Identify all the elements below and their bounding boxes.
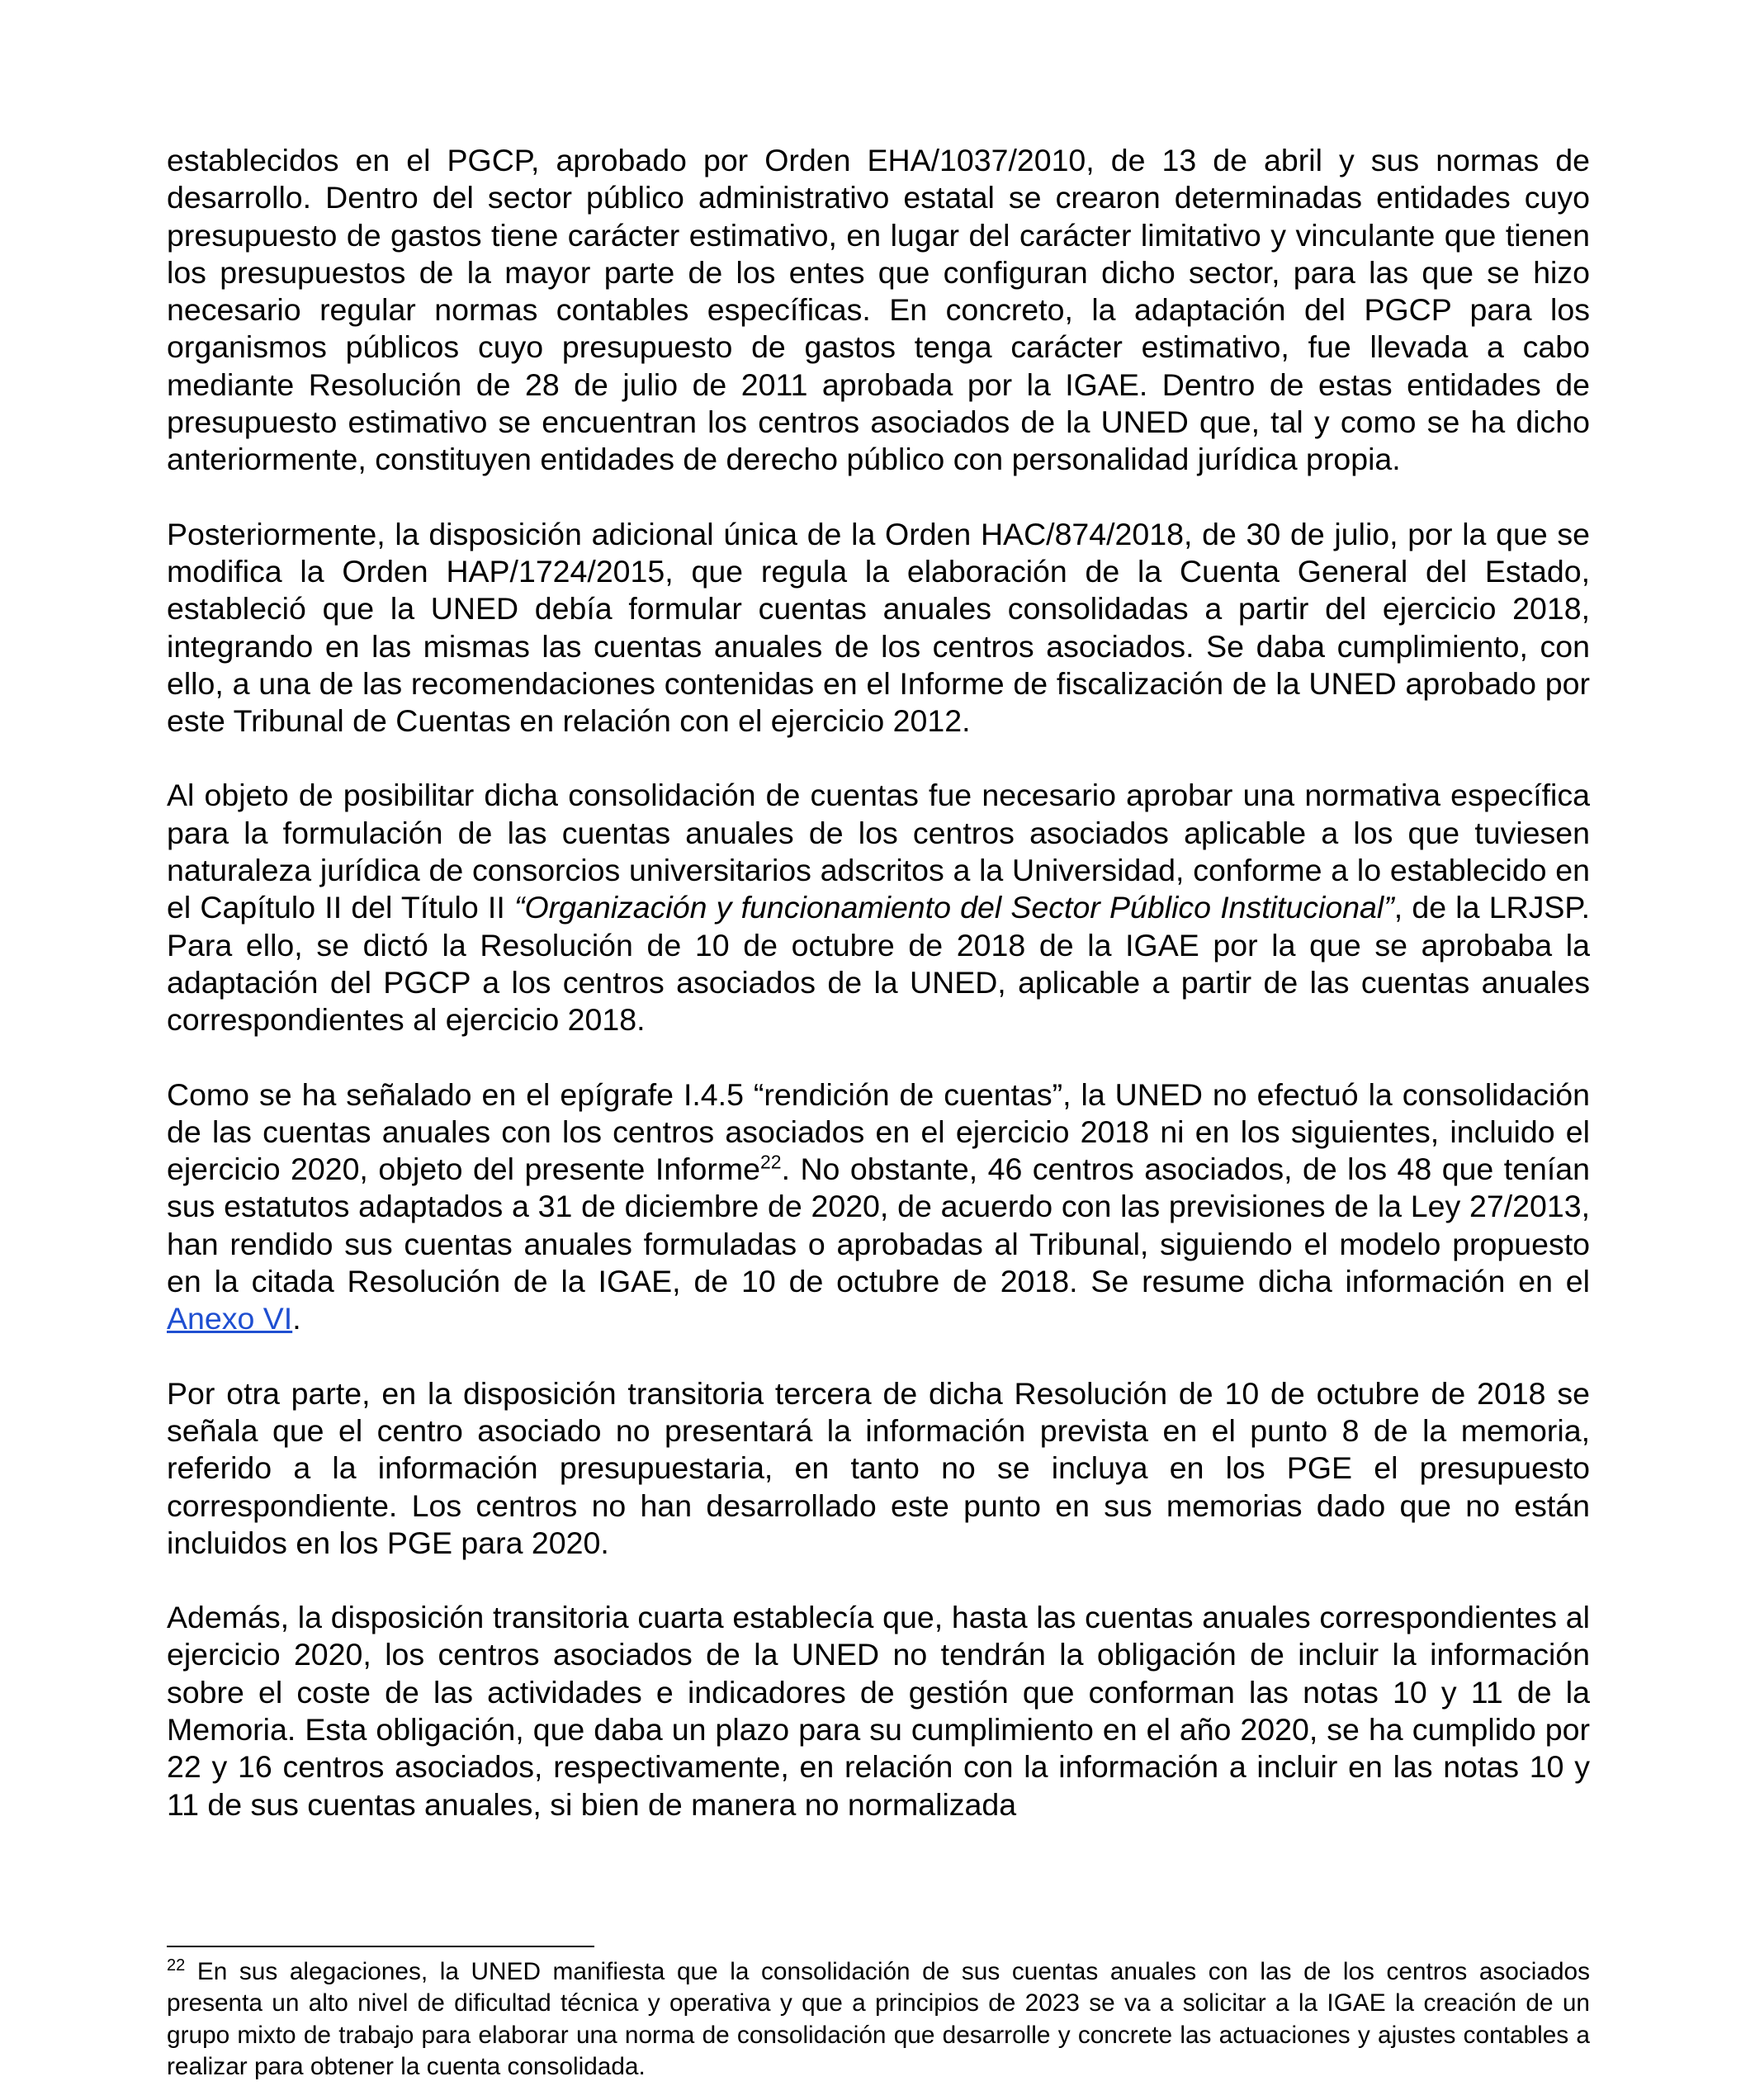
paragraph-orden-hac <box>167 516 1590 740</box>
paragraph-text: Además, la disposición transitoria cuarta establecía que, hasta las cuentas anuales correspondientes al ejercicio 2020, los centros asociados de la UNED no tendrán la obligación de incluir la información sobre el coste de las actividades e indicadores de gestión que conforman las notas 10 y 11 de la Memoria. Esta obligación, que daba un plazo para su cumplimiento en el año 2020, se ha cumplido por 22 y 16 centros asociados, respectivamente, en relación con la información a incluir en las notas 10 y 11 de sus cuentas anuales, si bien de manera no normalizada <box>167 1600 1590 1822</box>
paragraph-text-after: . <box>292 1301 301 1336</box>
anexo-vi-link[interactable]: Anexo VI <box>167 1301 293 1336</box>
paragraph-text: Posteriormente, la disposición adicional única de la Orden HAC/874/2018, de 30 de julio, por la que se modifica la Orden HAP/1724/2015, que regula la elaboración de la Cuenta General del Estado, estableció que la UNED debía formular cuentas anuales consolidadas a partir del ejercicio 2018, integrando en las mismas las cuentas anuales de los centros asociados. Se daba cumplimiento, con ello, a una de las recomendaciones contenidas en el Informe de fiscalización de la UNED aprobado por este Tribunal de Cuentas en relación con el ejercicio 2012. <box>167 516 1590 739</box>
paragraph-text: establecidos en el PGCP, aprobado por Orden EHA/1037/2010, de 13 de abril y sus normas de desarrollo. Dentro del sector público administrativo estatal se crearon determinadas entidades cuyo presupuesto de gastos tiene carácter estimativo, en lugar del carácter limitativo y vinculante que tienen los presupuestos de la mayor parte de los entes que configuran dicho sector, para las que se hizo necesario regular normas contables específicas. En concreto, la adaptación del PGCP para los organismos públicos cuyo presupuesto de gastos tenga carácter estimativo, fue llevada a cabo mediante Resolución de 28 de julio de 2011 aprobada por la IGAE. Dentro de estas entidades de presupuesto estimativo se encuentran los centros asociados de la UNED que, tal y como se ha dicho anteriormente, constituyen entidades de derecho público con personalidad jurídica propia. <box>167 143 1590 477</box>
paragraph-text-before: Al objeto de posibilitar dicha consolidación de cuentas fue necesario aprobar una normativa específica para la formulación de las cuentas anuales de los centros asociados aplicable a los que tuviesen naturaleza jurídica de consorcios universitarios adscritos a la Universidad, conforme a lo establecido en el Capítulo II del Título II <box>167 778 1590 925</box>
footnote-reference[interactable]: 22 <box>759 1151 782 1173</box>
footnote-text: En sus alegaciones, la UNED manifiesta que la consolidación de sus cuentas anuales con las de los centros asociados presenta un alto nivel de dificultad técnica y operativa y que a principios de 2023 se va a solicitar a la IGAE la creación de un grupo mixto de trabajo para elaborar una norma de consolidación que desarrolle y concrete las actuaciones y ajustes contables a realizar para obtener la cuenta consolidada. <box>167 1958 1590 2080</box>
footnote-separator <box>167 1946 594 1947</box>
paragraph-pgcp-adaptation <box>167 142 1590 479</box>
paragraph-rendicion-cuentas <box>167 1076 1590 1338</box>
paragraph-transitoria-tercera <box>167 1375 1590 1562</box>
paragraph-text-middle: . No obstante, 46 centros asociados, de los 48 que tenían sus estatutos adaptados a 31 de diciembre de 2020, de acuerdo con las previsiones de la Ley 27/2013, han rendido sus cuentas anuales formuladas o aprobadas al Tribunal, siguiendo el modelo propuesto en la citada Resolución de la IGAE, de 10 de octubre de 2018. Se resume dicha información en el <box>167 1152 1590 1299</box>
document-body <box>167 142 1590 1861</box>
paragraph-text: Por otra parte, en la disposición transitoria tercera de dicha Resolución de 10 de octubre de 2018 se señala que el centro asociado no presentará la información prevista en el punto 8 de la memoria, referido a la información presupuestaria, en tanto no se incluya en los PGE el presupuesto correspondiente. Los centros no han desarrollado este punto en sus memorias dado que no están incluidos en los PGE para 2020. <box>167 1375 1590 1560</box>
footnote-number: 22 <box>167 1956 186 1975</box>
paragraph-text-after: , de la LRJSP. Para ello, se dictó la Resolución de 10 de octubre de 2018 de la IGAE por la que se aprobaba la adaptación del PGCP a los centros asociados de la UNED, aplicable a partir de las cuentas anuales correspondientes al ejercicio 2018. <box>167 890 1590 1038</box>
paragraph-consolidation-normative <box>167 777 1590 1038</box>
footnote-22 <box>167 1956 1590 2083</box>
paragraph-transitoria-cuarta <box>167 1599 1590 1823</box>
italic-title-reference: “Organización y funcionamiento del Sector Público Institucional” <box>513 890 1394 925</box>
paragraph-text-before: Como se ha señalado en el epígrafe I.4.5 “rendición de cuentas”, la UNED no efectuó la consolidación de las cuentas anuales con los centros asociados en el ejercicio 2018 ni en los siguientes, incluido el ejercicio 2020, objeto del presente Informe <box>167 1076 1590 1187</box>
